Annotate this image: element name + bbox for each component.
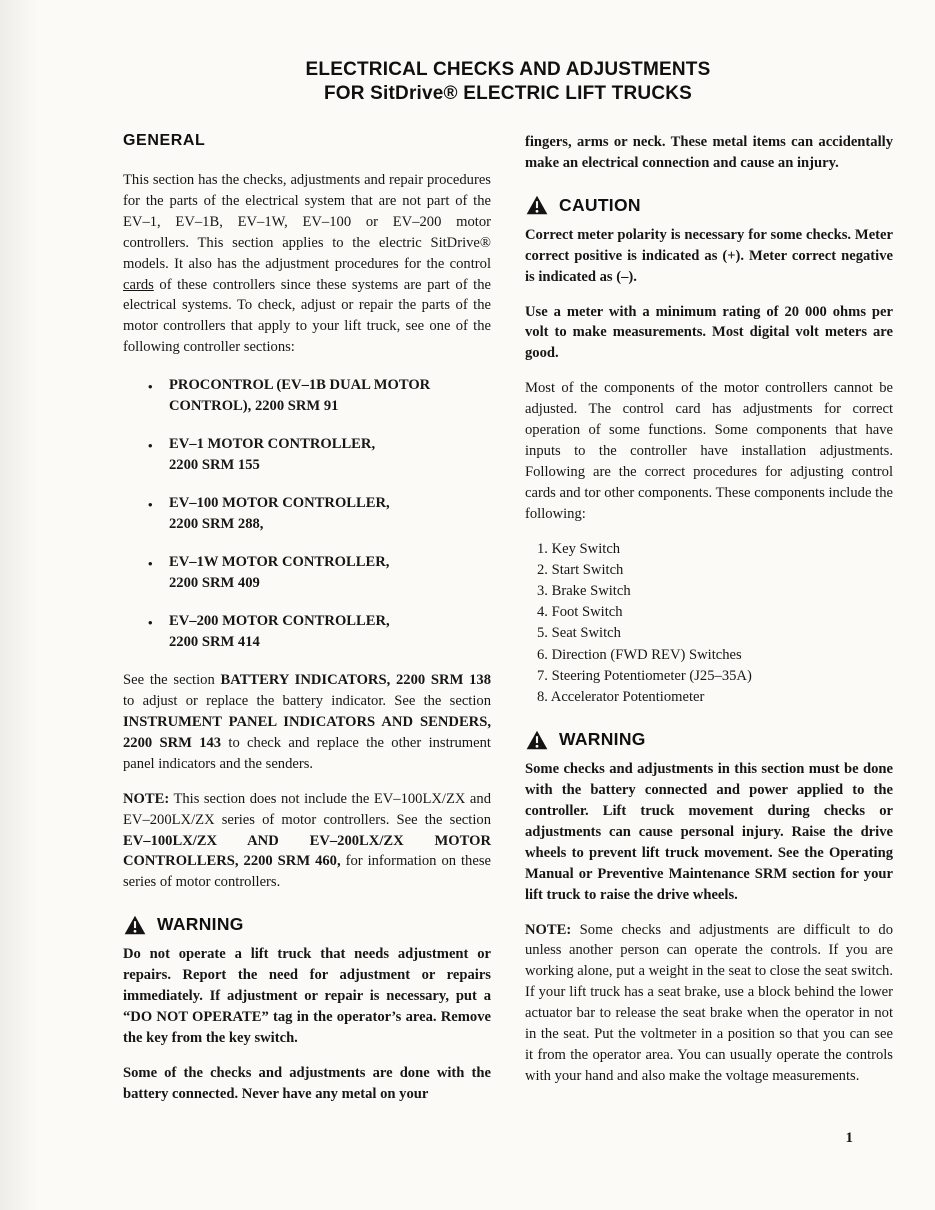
- warning-paragraph-right: Some checks and adjustments in this section must be done with the battery connected and power applied to the controller. Lift truck movement during checks or adjustments can cause personal injury. Raise the drive wheels to prevent lift truck movement. See the Operating Manual or Preventive Maintenance SRM section for your lift truck to raise the drive wheels.: [525, 761, 893, 903]
- note-label: NOTE:: [525, 921, 572, 938]
- warning-heading-right: [526, 729, 893, 750]
- page-number: 1: [845, 1130, 853, 1146]
- list-item: 7. Steering Potentiometer (J25–35A): [537, 667, 752, 684]
- list-item-line: 2200 SRM 414: [169, 634, 260, 651]
- left-column: [123, 132, 491, 1119]
- list-item-ev1: [148, 434, 491, 476]
- text-run: of these controllers since these systems are part of the electrical systems. To check, adjust or repair the parts of the motor controllers that apply to your lift truck, see one of the following controller sections:: [123, 276, 491, 356]
- list-item: 4. Foot Switch: [537, 604, 623, 621]
- warning-label: WARNING: [559, 729, 646, 750]
- component-numbered-list: [525, 539, 893, 709]
- warning-paragraph-2: Some of the checks and adjustments are done with the battery connected. Never have any metal on your: [123, 1064, 491, 1102]
- list-item-line: PROCONTROL (EV–1B DUAL MOTOR: [169, 377, 431, 394]
- list-item-text: [169, 375, 430, 417]
- text-run: for information on these series of motor controllers.: [123, 853, 491, 891]
- list-item: 8. Accelerator Potentiometer: [537, 689, 705, 706]
- caution-paragraph-2: Use a meter with a minimum rating of 20 000 ohms per volt to make measurements. Most digital volt meters are good.: [525, 303, 893, 362]
- list-item: 1. Key Switch: [537, 540, 621, 557]
- list-item-line: EV–100 MOTOR CONTROLLER,: [169, 495, 390, 512]
- note-label: NOTE:: [123, 790, 170, 807]
- text-run: See the section: [123, 672, 221, 689]
- note-paragraph: [123, 789, 491, 894]
- list-item-line: EV–200 MOTOR CONTROLLER,: [169, 613, 390, 630]
- list-item: 3. Brake Switch: [537, 583, 631, 599]
- page-content: [123, 58, 893, 1119]
- warning-label: WARNING: [157, 914, 244, 935]
- list-item-line: 2200 SRM 288,: [169, 516, 264, 533]
- caution-triangle-icon: [526, 195, 548, 215]
- right-column: [525, 132, 893, 1119]
- list-item-line: 2200 SRM 409: [169, 575, 260, 592]
- list-item-text: [169, 611, 390, 653]
- text-run-bold: EV–100LX/ZX AND EV–200LX/ZX MOTOR CONTROLLERS, 2200 SRM 460,: [123, 832, 491, 870]
- intro-paragraph: [123, 170, 491, 358]
- list-item-text: [169, 493, 390, 535]
- bullet-icon: •: [148, 497, 153, 513]
- list-item-text: [169, 552, 389, 594]
- text-run: to check and replace the other instrument panel indicators and the senders.: [123, 734, 491, 772]
- list-item-line: EV–1W MOTOR CONTROLLER,: [169, 554, 390, 571]
- list-item-ev200: [148, 611, 491, 653]
- components-paragraph: Most of the components of the motor controllers cannot be adjusted. The control card has adjustments for correct operation of some functions. Some components that have inputs to the controller have installation adjustments. Following are the correct procedures for adjusting control cards and tor other components. These components include the following:: [525, 380, 893, 522]
- note-paragraph-right: [525, 920, 893, 1087]
- text-run: This section does not include the EV–100LX/ZX and EV–200LX/ZX series of motor controllers. See the section: [123, 790, 491, 828]
- caution-paragraph-1: Correct meter polarity is necessary for some checks. Meter correct positive is indicated as (+). Meter correct negative is indicated as (–).: [525, 226, 893, 285]
- text-run: Some checks and adjustments are difficult to do unless another person can operate the controls. If you are working alone, put a weight in the seat to close the seat switch. If your lift truck has a seat brake, use a block behind the lower actuator bar to release the seat brake when the operator in not in the seat. Put the voltmeter in a position so that you can see it from the operator area. You can usually operate the controls with your hand and also make the voltage measurements.: [525, 921, 893, 1084]
- warning-triangle-icon: [124, 915, 146, 935]
- warning-paragraph-1: Do not operate a lift truck that needs adjustment or repairs. Report the need for adjustment or repairs immediately. If adjustment or repair is necessary, put a “DO NOT OPERATE” tag in the operator’s area. Remove the key from the key switch.: [123, 946, 491, 1046]
- list-item: 6. Direction (FWD REV) Switches: [537, 646, 742, 663]
- text-run: to adjust or replace the battery indicator. See the section: [123, 693, 491, 710]
- two-column-layout: [123, 132, 893, 1119]
- caution-label: CAUTION: [559, 194, 641, 215]
- bullet-icon: •: [148, 379, 153, 395]
- warning-triangle-icon: [526, 730, 548, 750]
- title-line-1: ELECTRICAL CHECKS AND ADJUSTMENTS: [305, 59, 711, 80]
- warning-heading: [124, 914, 491, 935]
- list-item-procontrol: [148, 375, 491, 417]
- text-run: This section has the checks, adjustments and repair procedures for the parts of the electrical system that are not part of the EV–1, EV–1B, EV–1W, EV–100 or EV–200 motor controllers. This section applies to the electric SitDrive® models. It also has the adjustment procedures for the control: [123, 172, 491, 272]
- list-item-ev1w: [148, 552, 491, 594]
- list-item-text: [169, 434, 375, 476]
- caution-heading: [526, 195, 893, 216]
- warning-continued-paragraph: fingers, arms or neck. These metal items can accidentally make an electrical connection and cause an injury.: [525, 134, 893, 171]
- bullet-icon: •: [148, 556, 153, 572]
- title-line-2: FOR SitDrive® ELECTRIC LIFT TRUCKS: [323, 82, 693, 104]
- text-run-bold: BATTERY INDICATORS, 2200 SRM 138: [220, 672, 491, 689]
- list-item: 5. Seat Switch: [537, 625, 621, 642]
- general-heading: GENERAL: [123, 132, 206, 149]
- bullet-icon: •: [148, 438, 153, 454]
- list-item-ev100: [148, 493, 491, 535]
- list-item-line: CONTROL), 2200 SRM 91: [169, 398, 339, 415]
- bullet-icon: •: [148, 615, 153, 631]
- controller-sections-list: [123, 375, 491, 653]
- list-item: 2. Start Switch: [537, 561, 624, 578]
- battery-indicators-paragraph: [123, 670, 491, 775]
- text-run-bold: INSTRUMENT PANEL INDICATORS AND SENDERS, 2200 SRM 143: [123, 713, 491, 751]
- list-item-line: EV–1 MOTOR CONTROLLER,: [169, 436, 376, 453]
- list-item-line: 2200 SRM 155: [169, 457, 260, 474]
- document-title: [123, 58, 893, 105]
- underlined-word: cards: [123, 276, 154, 293]
